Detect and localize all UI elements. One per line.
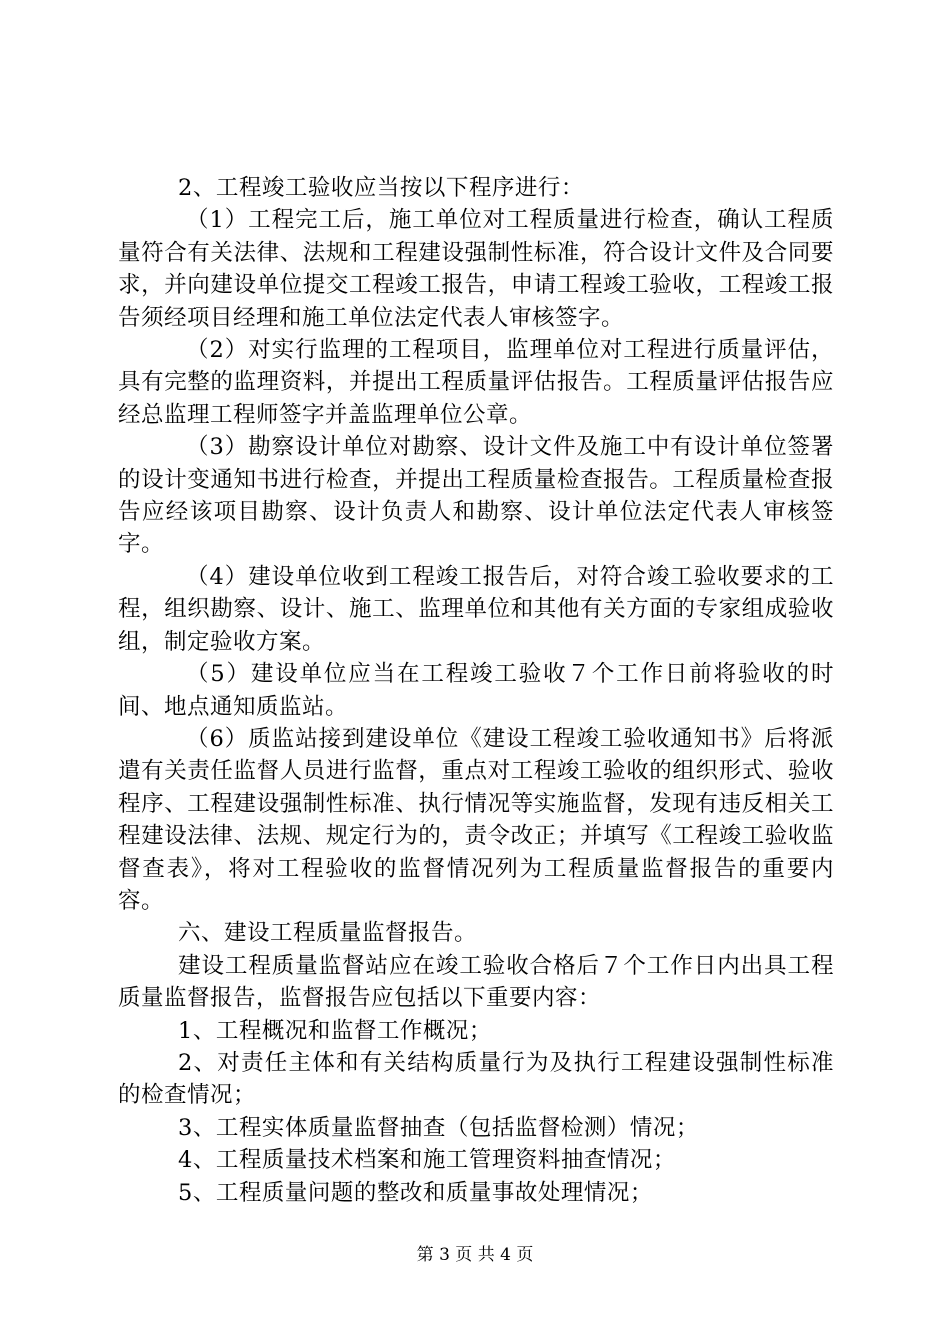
paragraph-step-1: （1）工程完工后，施工单位对工程质量进行检查，确认工程质量符合有关法律、法规和工程建设强制性标准，符合设计文件及合同要求，并向建设单位提交工程竣工报告，申请工程竣工验收，工程竣工报告须经项目经理和施工单位法定代表人审核签字。 [118,207,834,331]
list-item-1: 1、工程概况和监督工作概况； [178,1017,492,1044]
paragraph-report-intro: 建设工程质量监督站应在竣工验收合格后７个工作日内出具工程质量监督报告，监督报告应包括以下重要内容： [118,952,834,1012]
list-item-3: 3、工程实体质量监督抽查（包括监督检测）情况； [178,1114,699,1141]
paragraph-step-3: （3）勘察设计单位对勘察、设计文件及施工中有设计单位签署的设计变通知书进行检查，并提出工程质量检查报告。工程质量检查报告应经该项目勘察、设计负责人和勘察、设计单位法定代表人审核签字。 [118,434,834,558]
document-body [118,172,834,1209]
section-heading-six: 六、建设工程质量监督报告。 [178,920,478,947]
paragraph-procedure-heading: 2、工程竣工验收应当按以下程序进行： [178,175,584,201]
list-item-2: 2、对责任主体和有关结构质量行为及执行工程建设强制性标准的检查情况； [118,1049,834,1109]
list-item-5: 5、工程质量问题的整改和质量事故处理情况； [178,1179,653,1206]
paragraph-step-5: （5）建设单位应当在工程竣工验收７个工作日前将验收的时间、地点通知质监站。 [118,661,834,720]
paragraph-step-2: （2）对实行监理的工程项目，监理单位对工程进行质量评估，具有完整的监理资料，并提出工程质量评估报告。工程质量评估报告应经总监理工程师签字并盖监理单位公章。 [118,337,834,428]
list-item-4: 4、工程质量技术档案和施工管理资料抽查情况； [178,1147,676,1174]
paragraph-step-6: （6）质监站接到建设单位《建设工程竣工验收通知书》后将派遣有关责任监督人员进行监督，重点对工程竣工验收的组织形式、验收程序、工程建设强制性标准、执行情况等实施监督，发现有违反相关工程建设法律、法规、规定行为的，责令改正；并填写《工程竣工验收监督查表》，将对工程验收的监督情况列为工程质量监督报告的重要内容。 [118,725,834,914]
paragraph-step-4: （4）建设单位收到工程竣工报告后，对符合竣工验收要求的工程，组织勘察、设计、施工、监理单位和其他有关方面的专家组成验收组，制定验收方案。 [118,563,834,655]
page-number-footer: 第 3 页 共 4 页 [416,1245,534,1265]
